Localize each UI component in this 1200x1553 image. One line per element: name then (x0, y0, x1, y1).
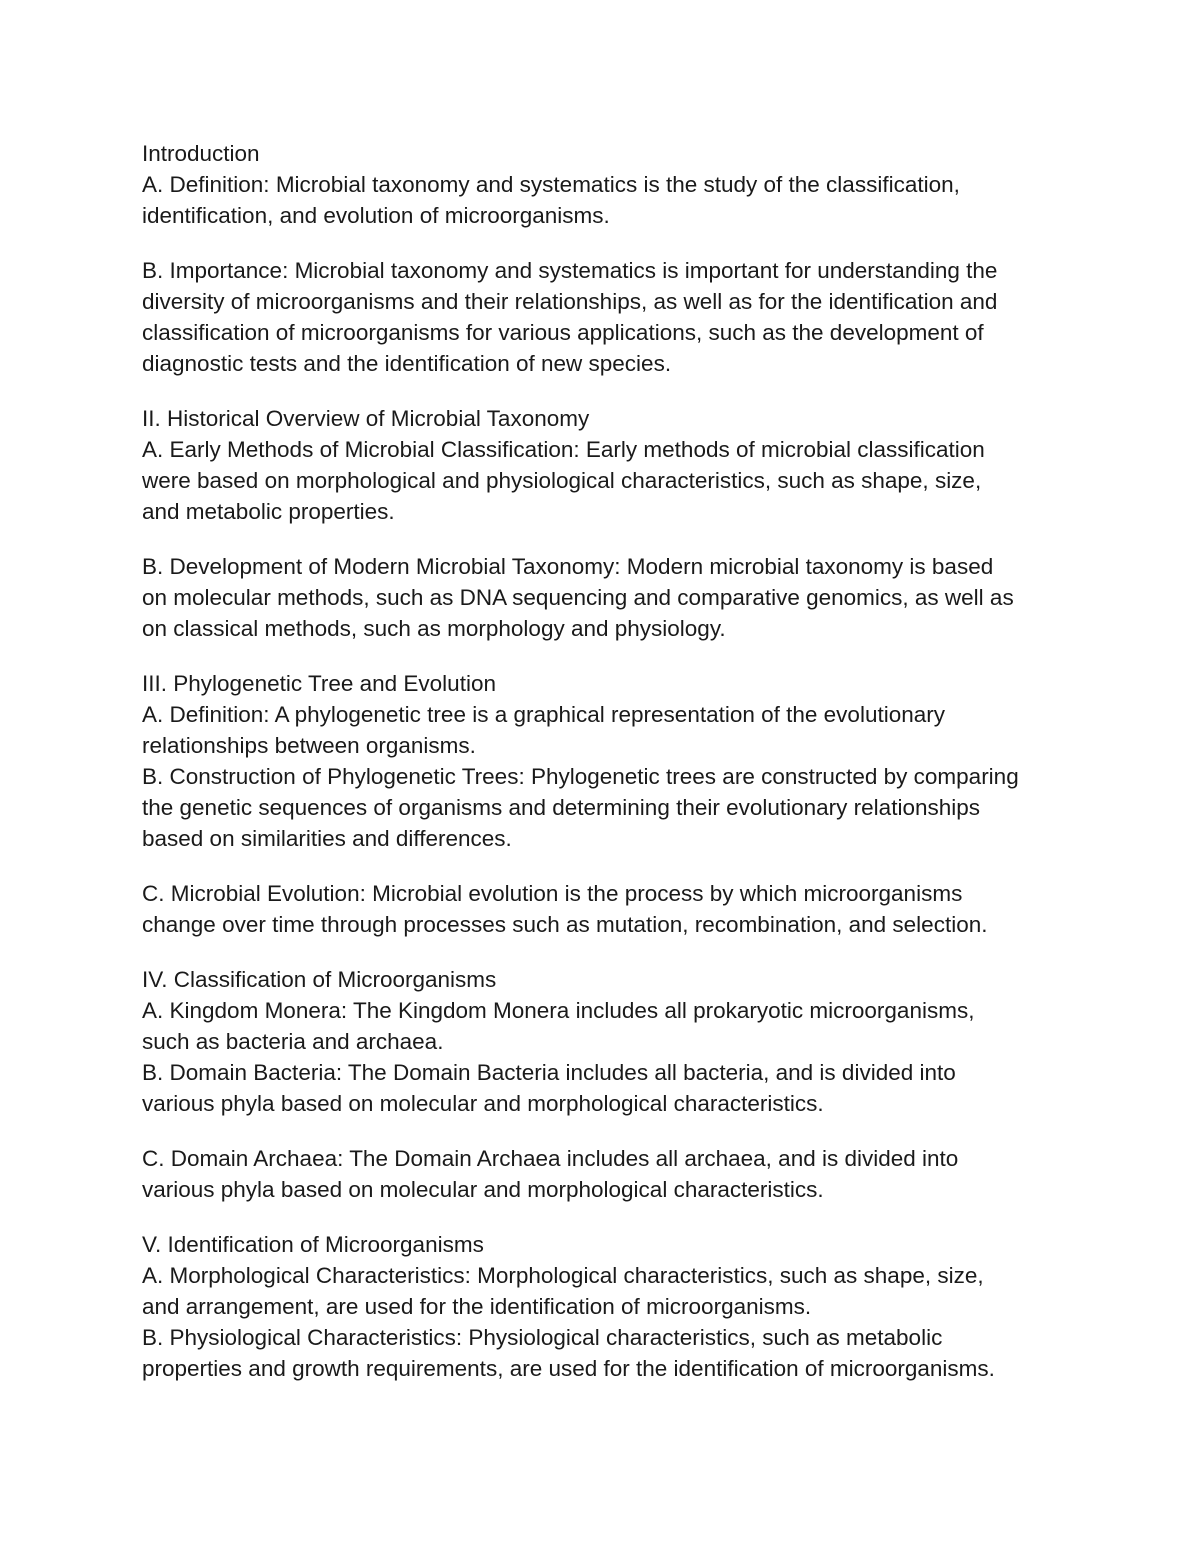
text-line: on classical methods, such as morphology and physiology. (142, 616, 726, 641)
section-identification (142, 1229, 1072, 1384)
text-line: such as bacteria and archaea. (142, 1029, 444, 1054)
text-line: B. Construction of Phylogenetic Trees: Phylogenetic trees are constructed by comparing (142, 764, 1019, 789)
text-line: A. Definition: Microbial taxonomy and systematics is the study of the classification, (142, 172, 960, 197)
paragraph (142, 1322, 1072, 1384)
text-line: based on similarities and differences. (142, 826, 512, 851)
text-line: A. Morphological Characteristics: Morphological characteristics, such as shape, size, (142, 1263, 984, 1288)
paragraph (142, 1260, 1072, 1322)
section-heading: Introduction (142, 141, 260, 166)
text-line: were based on morphological and physiological characteristics, such as shape, size, (142, 468, 982, 493)
text-line: diversity of microorganisms and their relationships, as well as for the identification and (142, 289, 998, 314)
text-line: various phyla based on molecular and morphological characteristics. (142, 1091, 824, 1116)
text-line: various phyla based on molecular and morphological characteristics. (142, 1177, 824, 1202)
text-line: on molecular methods, such as DNA sequencing and comparative genomics, as well as (142, 585, 1014, 610)
section-heading: V. Identification of Microorganisms (142, 1232, 484, 1257)
text-line: and metabolic properties. (142, 499, 395, 524)
paragraph (142, 1143, 1072, 1205)
paragraph (142, 551, 1072, 644)
text-line: diagnostic tests and the identification of new species. (142, 351, 672, 376)
text-line: C. Domain Archaea: The Domain Archaea includes all archaea, and is divided into (142, 1146, 959, 1171)
paragraph (142, 761, 1072, 854)
section-heading: II. Historical Overview of Microbial Taxonomy (142, 406, 590, 431)
text-line: B. Physiological Characteristics: Physiological characteristics, such as metabolic (142, 1325, 943, 1350)
text-line: and arrangement, are used for the identification of microorganisms. (142, 1294, 812, 1319)
paragraph (142, 1057, 1072, 1119)
text-line: B. Importance: Microbial taxonomy and systematics is important for understanding the (142, 258, 998, 283)
section-classification (142, 964, 1072, 1205)
text-line: change over time through processes such as mutation, recombination, and selection. (142, 912, 988, 937)
text-line: C. Microbial Evolution: Microbial evolution is the process by which microorganisms (142, 881, 963, 906)
text-line: A. Kingdom Monera: The Kingdom Monera includes all prokaryotic microorganisms, (142, 998, 975, 1023)
text-line: identification, and evolution of microorganisms. (142, 203, 610, 228)
section-historical-overview (142, 403, 1072, 644)
text-line: A. Early Methods of Microbial Classification: Early methods of microbial classification (142, 437, 985, 462)
document-page (142, 138, 1072, 1384)
text-line: classification of microorganisms for various applications, such as the development of (142, 320, 984, 345)
text-line: the genetic sequences of organisms and determining their evolutionary relationships (142, 795, 980, 820)
text-line: B. Domain Bacteria: The Domain Bacteria includes all bacteria, and is divided into (142, 1060, 956, 1085)
text-line: properties and growth requirements, are used for the identification of microorganisms. (142, 1356, 995, 1381)
section-introduction (142, 138, 1072, 379)
paragraph (142, 699, 1072, 761)
paragraph (142, 255, 1072, 379)
paragraph (142, 169, 1072, 231)
paragraph (142, 995, 1072, 1057)
paragraph (142, 878, 1072, 940)
section-heading: III. Phylogenetic Tree and Evolution (142, 671, 496, 696)
paragraph (142, 434, 1072, 527)
section-heading: IV. Classification of Microorganisms (142, 967, 497, 992)
text-line: B. Development of Modern Microbial Taxonomy: Modern microbial taxonomy is based (142, 554, 994, 579)
text-line: A. Definition: A phylogenetic tree is a graphical representation of the evolutionary (142, 702, 945, 727)
text-line: relationships between organisms. (142, 733, 476, 758)
section-phylogenetic-tree (142, 668, 1072, 940)
